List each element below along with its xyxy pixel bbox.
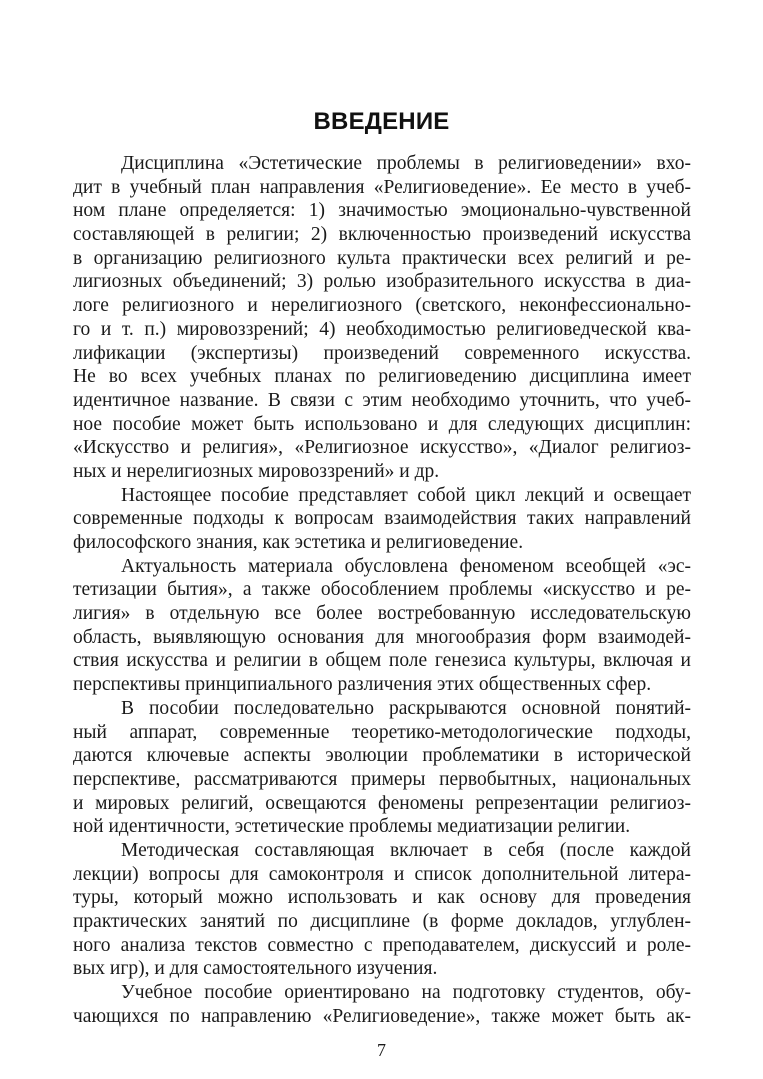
- text-line: идентичное название. В связи с этим необходимо уточнить, что учеб-: [73, 389, 691, 411]
- text-line: область, выявляющую основания для многообразия форм взаимодей-: [73, 626, 691, 648]
- text-line: логе религиозного и нерелигиозного (светского, неконфессионально-: [73, 295, 691, 317]
- text-line: Настоящее пособие представляет собой цикл лекций и освещает: [121, 484, 691, 506]
- text-line: лигия» в отдельную все более востребованную исследовательскую: [73, 603, 691, 625]
- text-line: Актуальность материала обусловлена феноменом всеобщей «эс-: [121, 555, 691, 577]
- text-line: «Искусство и религия», «Религиозное искусство», «Диалог религиоз-: [73, 437, 691, 459]
- text-line: чающихся по направлению «Религиоведение», также может быть ак-: [73, 1005, 691, 1027]
- text-line: современные подходы к вопросам взаимодействия таких направлений: [73, 508, 691, 530]
- page-number: 7: [377, 1040, 386, 1060]
- text-line: перспективы принципиального различения этих общественных сфер.: [73, 674, 652, 696]
- text-line: Методическая составляющая включает в себя (после каждой: [121, 839, 691, 861]
- text-line: лификации (экспертизы) произведений современного искусства.: [73, 342, 691, 364]
- text-line: лекции) вопросы для самоконтроля и список дополнительной литера-: [73, 863, 691, 885]
- text-line: ное пособие может быть использовано и для следующих дисциплин:: [73, 413, 691, 435]
- text-line: философского знания, как эстетика и религиоведение.: [73, 532, 524, 553]
- text-line: в организацию религиозного культа практически всех религий и ре-: [73, 247, 691, 269]
- text-line: и мировых религий, освещаются феномены репрезентации религиоз-: [73, 792, 691, 814]
- text-line: ном плане определяется: 1) значимостью эмоционально-чувственной: [73, 200, 691, 222]
- text-line: дит в учебный план направления «Религиоведение». Ее место в учеб-: [73, 176, 691, 198]
- text-line: составляющей в религии; 2) включенностью произведений искусства: [73, 224, 691, 246]
- text-line: перспективе, рассматриваются примеры первобытных, национальных: [73, 768, 691, 790]
- body-text: [73, 152, 691, 1028]
- text-line: ный аппарат, современные теоретико-методологические подходы,: [73, 721, 691, 743]
- text-line: туры, который можно использовать и как основу для проведения: [73, 887, 691, 909]
- text-line: Дисциплина «Эстетические проблемы в религиоведении» вхо-: [121, 153, 691, 174]
- text-line: ной идентичности, эстетические проблемы медиатизации религии.: [73, 816, 631, 838]
- text-line: вых игр), и для самостоятельного изучения.: [73, 958, 438, 980]
- text-line: даются ключевые аспекты эволюции проблематики в исторической: [73, 745, 691, 767]
- text-line: ствия искусства и религии в общем поле генезиса культуры, включая и: [73, 650, 691, 672]
- text-line: ного анализа текстов совместно с преподавателем, дискуссий и роле-: [73, 934, 691, 956]
- text-line: Не во всех учебных планах по религиоведению дисциплина имеет: [73, 366, 691, 388]
- text-line: тетизации бытия», а также обособлением проблемы «искусство и ре-: [73, 579, 691, 601]
- text-line: ных и нерелигиозных мировоззрений» и др.: [73, 460, 440, 482]
- text-line: го и т. п.) мировоззрений; 4) необходимостью религиоведческой ква-: [73, 318, 691, 340]
- text-line: Учебное пособие ориентировано на подготовку студентов, обу-: [121, 982, 691, 1004]
- text-line: практических занятий по дисциплине (в форме докладов, углублен-: [73, 911, 691, 932]
- text-line: В пособии последовательно раскрываются основной понятий-: [121, 697, 691, 719]
- page-title: ВВЕДЕНИЕ: [313, 108, 450, 135]
- text-line: лигиозных объединений; 3) ролью изобразительного искусства в диа-: [73, 271, 691, 293]
